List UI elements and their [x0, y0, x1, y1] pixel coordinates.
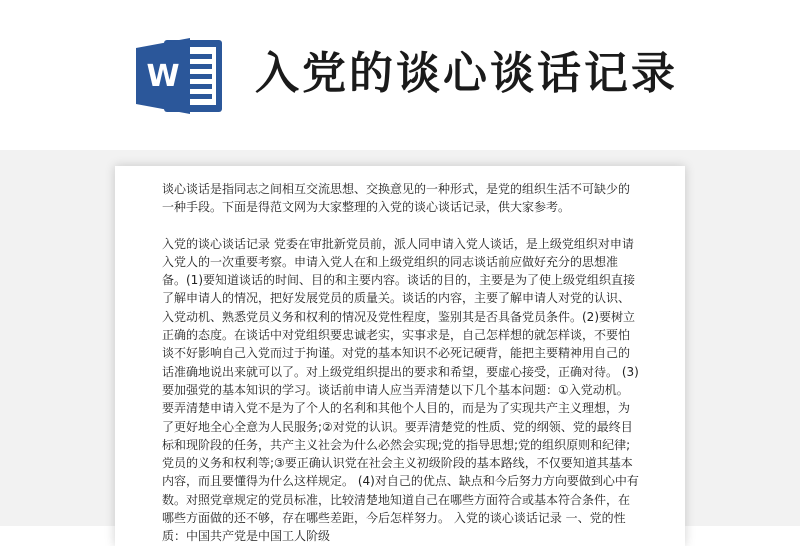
document-body — [162, 180, 640, 546]
word-icon-letter: W — [146, 59, 180, 94]
body-paragraph: 入党的谈心谈话记录 党委在审批新党员前，派人同申请入党人谈话，是上级党组织对申请入党人的一次重要考察。申请入党人在和上级党组织的同志谈话前应做好充分的思想准备。(1)要知道谈话的时间、目的和主要内容。谈话的目的，主要是为了使上级党组织直接了解申请人的情况，把好发展党员的质量关。谈话的内容，主要了解申请人对党的认识、入党动机、熟悉党员义务和权利的情况及党性程度，鉴别其是否具备党员条件。(2)要树立正确的态度。在谈话中对党组织要忠诚老实，实事求是，自己怎样想的就怎样谈，不要怕谈不好影响自己入党而过于拘谨。对党的基本知识不必死记硬背，能把主要精神用自己的话准确地说出来就可以了。对上级党组织提出的要求和希望，要虚心接受，正确对待。 (3)要加强党的基本知识的学习。谈话前申请人应当弄清楚以下几个基本问题：①入党动机。要弄清楚申请入党不是为了个人的名利和其他个人目的，而是为了实现共产主义理想，为了更好地全心全意为人民服务;②对党的认识。要弄清楚党的性质、党的纲领、党的最终目标和现阶段的任务，共产主义社会为什么必然会实现;党的指导思想;党的组织原则和纪律;党员的义务和权利等;③要正确认识党在社会主义初级阶段的基本路线，不仅要知道其基本内容，而且要懂得为什么这样规定。 (4)对自己的优点、缺点和今后努力方向要做到心中有数。对照党章规定的党员标准，比较清楚地知道自己在哪些方面符合或基本符合条件，在哪些方面做的还不够，存在哪些差距，今后怎样努力。 入党的谈心谈话记录 一、党的性质：中国共产党是中国工人阶级 — [162, 236, 639, 544]
intro-paragraph: 谈心谈话是指同志之间相互交流思想、交换意见的一种形式，是党的组织生活不可缺少的一种手段。下面是得范文网为大家整理的入党的谈心谈话记录，供大家参考。 — [162, 182, 631, 215]
word-document-icon — [134, 34, 226, 118]
page-header — [0, 0, 800, 160]
page-title: 入党的谈心谈话记录 — [255, 48, 678, 99]
